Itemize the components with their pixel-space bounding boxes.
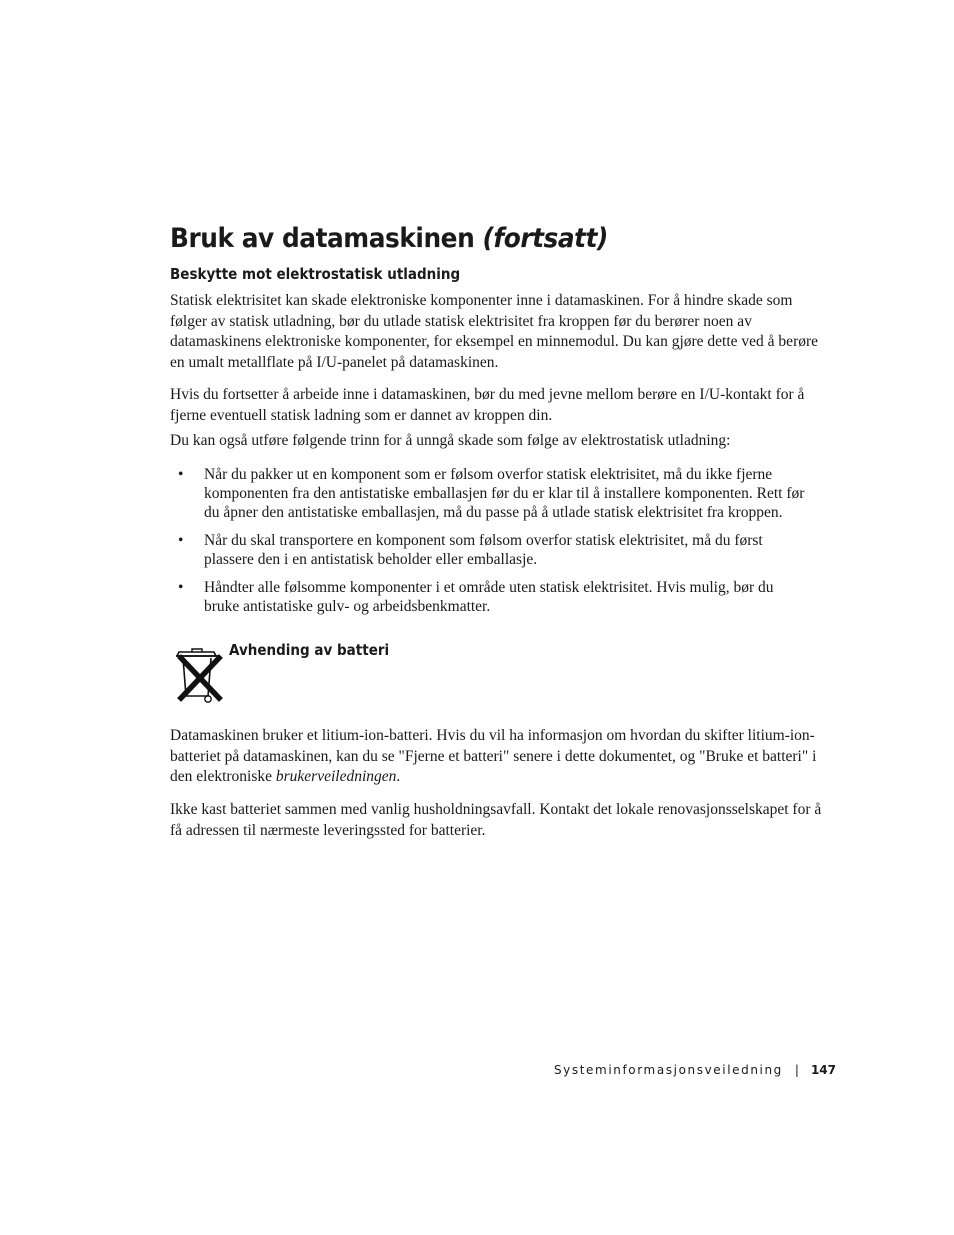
list-item <box>170 578 810 616</box>
battery-paragraph-1 <box>170 726 830 788</box>
user-guide-title: brukerveiledningen <box>275 768 397 785</box>
page-footer <box>554 1062 836 1078</box>
battery-paragraph-2: Ikke kast batteriet sammen med vanlig husholdningsavfall. Kontakt det lokale renovasjonsselskapet for å få adressen til nærmeste leveringssted for batterier. <box>170 801 822 839</box>
page-title <box>170 220 608 258</box>
page-title-continued: (fortsatt) <box>482 223 608 254</box>
battery-paragraph-1-text: Datamaskinen bruker et litium-ion-batteri. Hvis du vil ha informasjon om hvordan du skifter litium-ion-batteriet på datamaskinen, kan du se "Fjerne et batteri" senere i dette dokumentet, og "Bruke et batteri" i den elektroniske <box>170 727 817 785</box>
bullet-dot: • <box>178 466 184 483</box>
section-heading-esd: Beskytte mot elektrostatisk utladning <box>170 265 461 283</box>
list-item <box>170 465 810 522</box>
bullet-text: Håndter alle følsomme komponenter i et område uten statisk elektrisitet. Hvis mulig, bør du bruke antistatiske gulv- og arbeidsbenkmatter. <box>204 579 774 615</box>
footer-document-name: Systeminformasjonsveiledning <box>553 1063 783 1077</box>
bullet-text: Når du pakker ut en komponent som er følsom overfor statisk elektrisitet, må du ikke fjerne komponenten fra den antistatiske emballasjen før du er klar til å installere komponenten. Rett før du åpner den antistatiske emballasjen, må du passe på å utlade statisk elektrisitet fra kroppen. <box>204 466 805 521</box>
esd-paragraph-3: Du kan også utføre følgende trinn for å unngå skade som følge av elektrostatisk utladning: <box>170 432 731 449</box>
esd-paragraph-2: Hvis du fortsetter å arbeide inne i datamaskinen, bør du med jevne mellom berøre en I/U-kontakt for å fjerne eventuell statisk ladning som er dannet av kroppen din. <box>170 386 805 424</box>
footer-separator: | <box>794 1063 799 1077</box>
section-heading-battery: Avhending av batteri <box>229 641 390 659</box>
list-item <box>170 531 810 569</box>
bullet-dot: • <box>178 579 184 596</box>
bullet-text: Når du skal transportere en komponent som følsom overfor statisk elektrisitet, må du først plassere den i en antistatisk beholder eller emballasje. <box>204 532 763 568</box>
battery-paragraph-1-end: . <box>396 768 401 785</box>
crossed-out-wheelie-bin-icon <box>174 644 226 706</box>
page-number: 147 <box>810 1063 836 1077</box>
page-title-text: Bruk av datamaskinen <box>170 223 475 254</box>
esd-bullet-list <box>170 465 810 625</box>
esd-paragraph-1: Statisk elektrisitet kan skade elektroniske komponenter inne i datamaskinen. For å hindre skade som følger av statisk utladning, bør du utlade statisk elektrisitet fra kroppen før du berører noen av datamaskinens elektroniske komponenter, for eksempel en minnemodul. Du kan gjøre dette ved å berøre en umalt metallflate på I/U-panelet på datamaskinen. <box>170 292 819 371</box>
bullet-dot: • <box>178 532 184 549</box>
